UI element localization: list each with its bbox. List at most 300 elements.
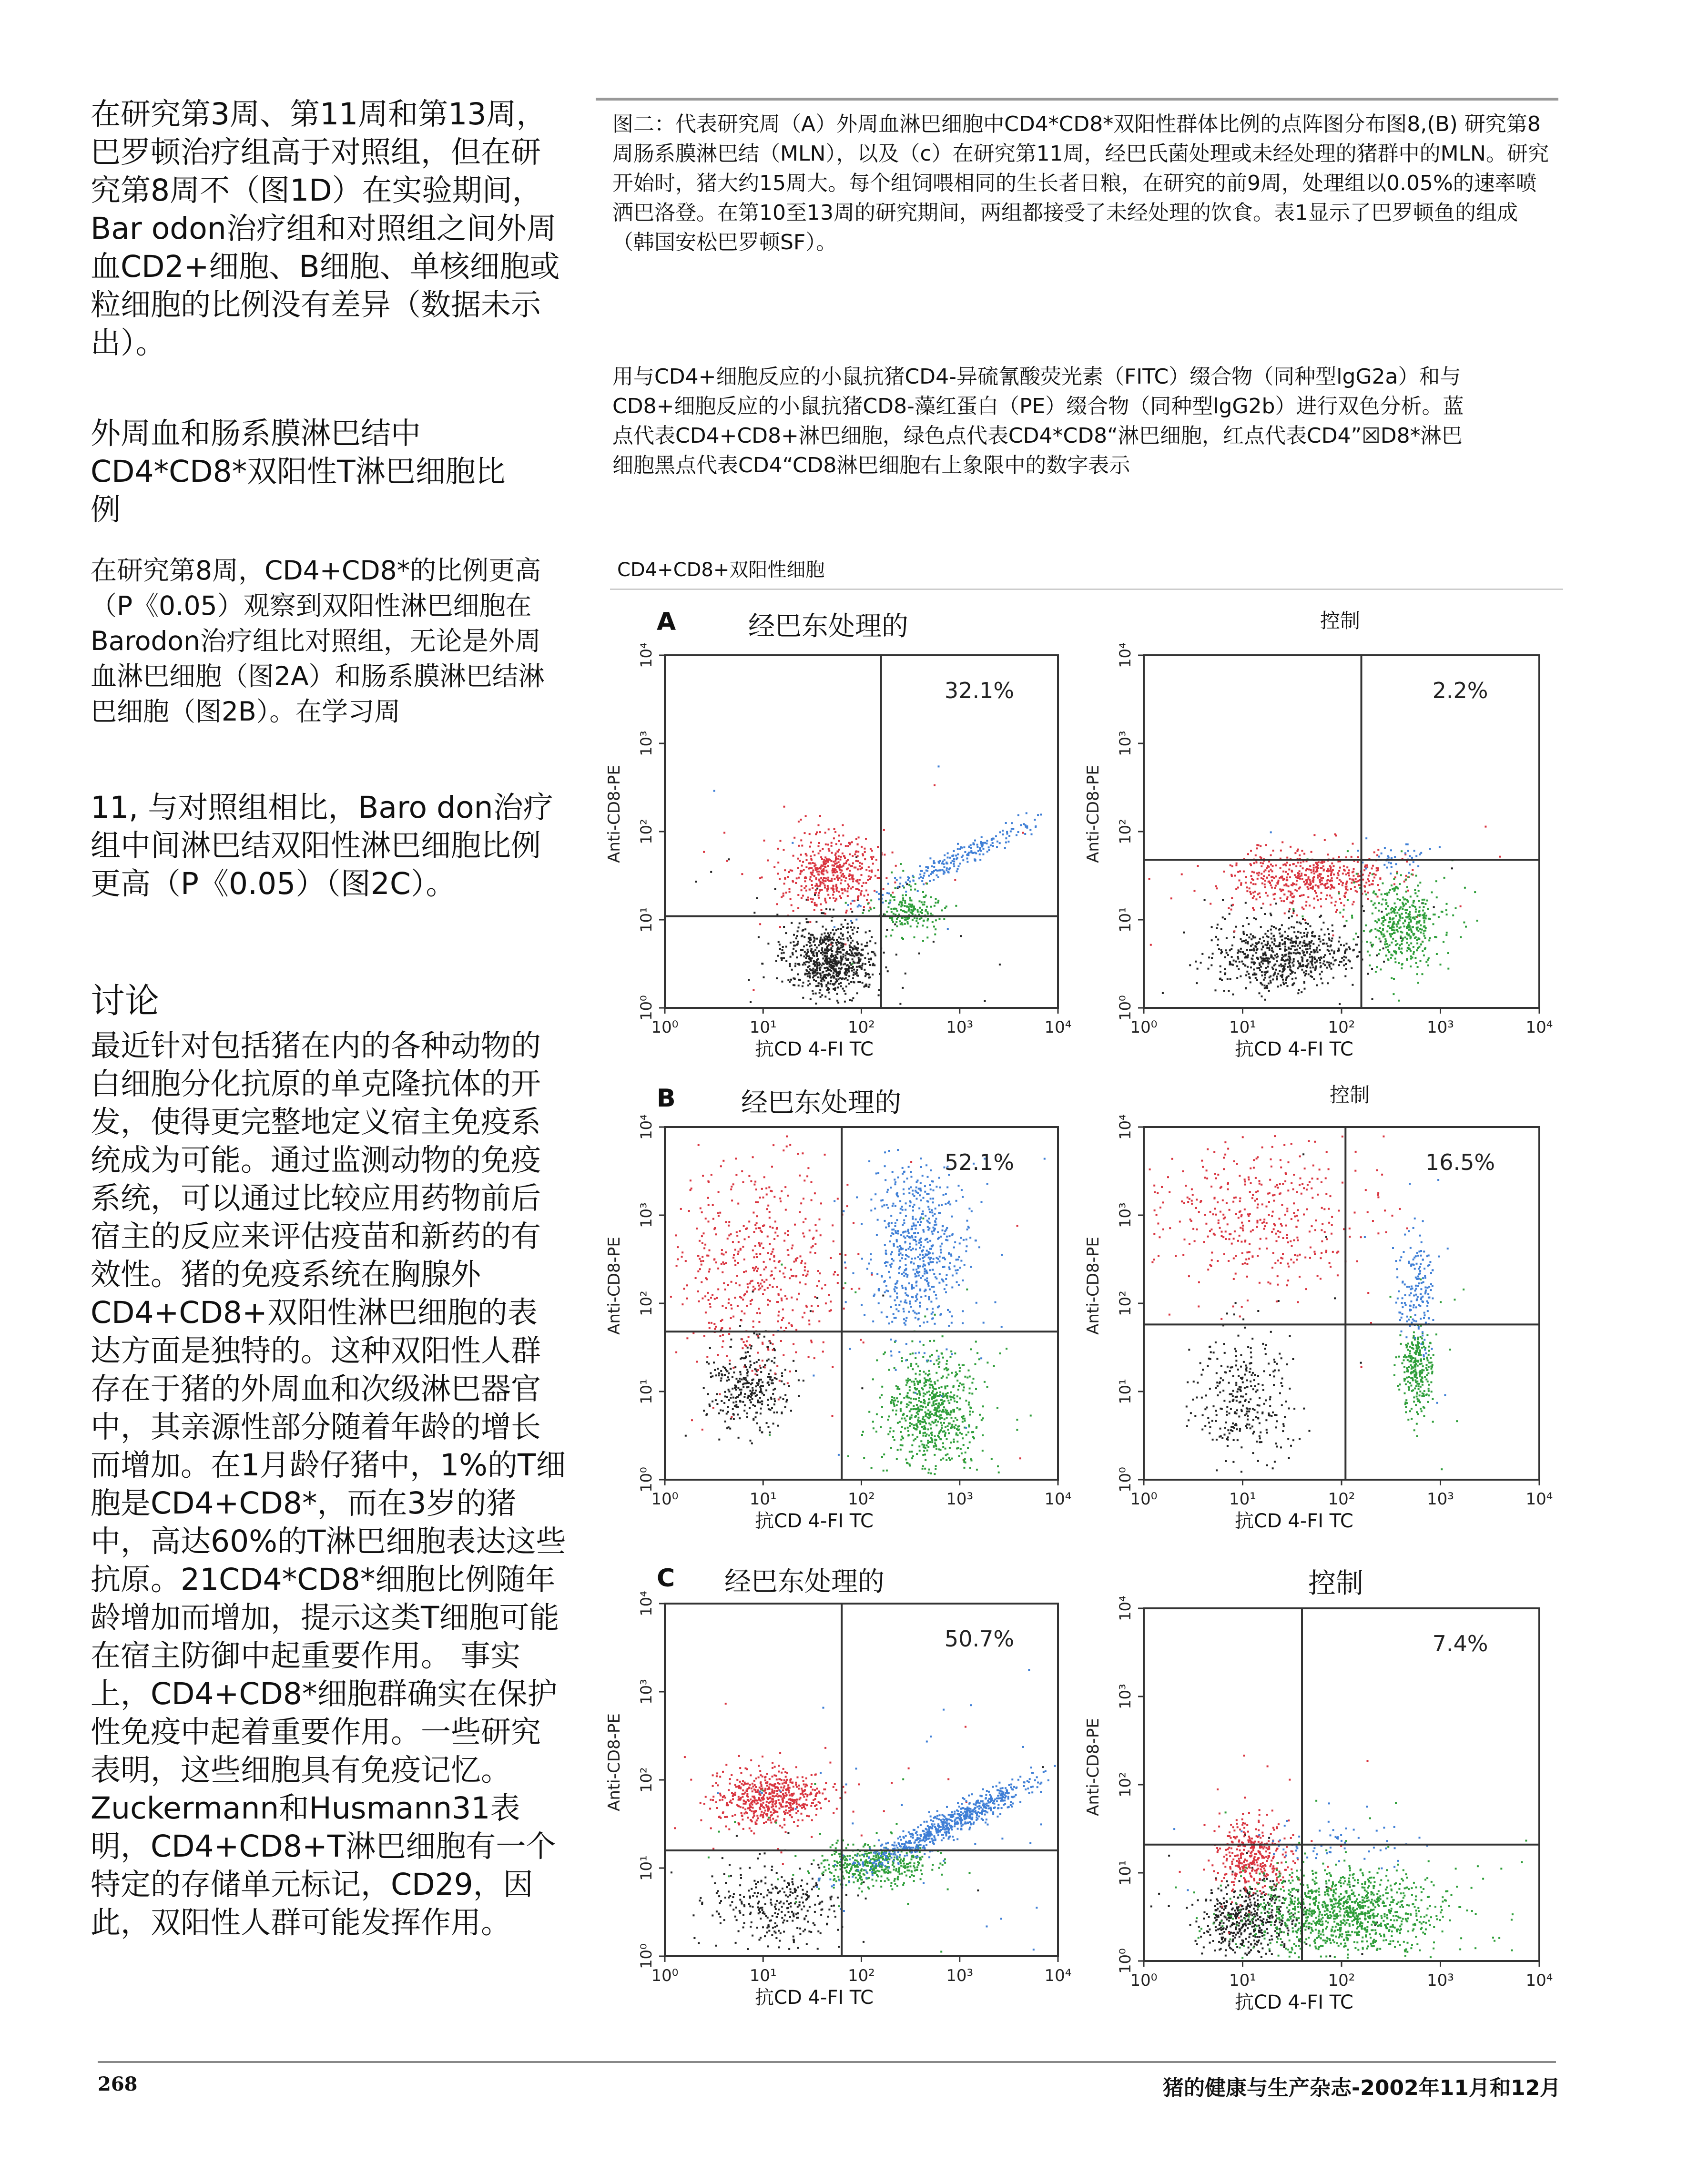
data-point: [910, 889, 912, 891]
data-point: [1336, 877, 1338, 879]
data-point: [832, 963, 834, 965]
data-point: [1276, 882, 1278, 884]
data-point: [1245, 902, 1247, 904]
data-point: [933, 879, 935, 881]
data-point: [900, 1300, 902, 1302]
data-point: [837, 858, 839, 860]
data-point: [818, 945, 820, 946]
data-point: [1390, 957, 1392, 959]
data-point: [963, 1390, 965, 1392]
data-point: [1327, 853, 1329, 855]
data-point: [1245, 942, 1247, 944]
data-point: [1266, 947, 1268, 949]
data-point: [1271, 870, 1273, 872]
data-point: [779, 944, 781, 945]
data-point: [838, 840, 840, 842]
data-point: [712, 1218, 714, 1220]
data-point: [943, 1406, 945, 1408]
data-point: [1260, 982, 1261, 984]
data-point: [1215, 936, 1217, 938]
data-point: [1293, 895, 1295, 897]
data-point: [1250, 850, 1252, 852]
data-point: [1312, 966, 1314, 968]
data-point: [1330, 962, 1332, 964]
data-point: [781, 1190, 783, 1192]
data-point: [944, 1400, 946, 1402]
data-point: [1238, 968, 1240, 970]
data-point: [866, 942, 868, 944]
data-point: [1275, 864, 1277, 866]
data-point: [722, 1254, 724, 1256]
data-point: [1424, 930, 1426, 932]
data-point: [844, 880, 846, 882]
data-point: [935, 1444, 937, 1446]
data-point: [1302, 957, 1303, 959]
data-point: [890, 1401, 892, 1403]
data-point: [1248, 936, 1250, 938]
data-point: [778, 1399, 780, 1401]
data-point: [735, 1174, 737, 1176]
data-point: [801, 1260, 803, 1262]
section-label: CD4+CD8+双阳性细胞: [617, 559, 825, 581]
data-point: [1319, 875, 1321, 877]
data-point: [1383, 947, 1384, 949]
data-point: [937, 1435, 939, 1437]
data-point: [743, 1366, 745, 1368]
data-point: [841, 924, 843, 925]
data-point: [801, 935, 803, 937]
data-point: [901, 1357, 903, 1359]
data-point: [1382, 883, 1384, 884]
data-point: [926, 1450, 928, 1452]
data-point: [1217, 924, 1219, 925]
data-point: [818, 1280, 820, 1282]
data-point: [809, 921, 811, 923]
data-point: [910, 1398, 912, 1400]
data-point: [894, 1290, 896, 1292]
data-point: [793, 984, 794, 986]
data-point: [1310, 881, 1312, 883]
data-point: [931, 1354, 933, 1356]
data-point: [924, 1432, 926, 1434]
data-point: [1308, 869, 1310, 871]
data-point: [1338, 870, 1340, 872]
data-point: [1332, 930, 1333, 932]
data-point: [1302, 878, 1303, 880]
data-point: [918, 1410, 920, 1412]
data-point: [923, 884, 925, 885]
data-point: [923, 1395, 925, 1397]
data-point: [1286, 898, 1288, 900]
data-point: [800, 1255, 802, 1257]
data-point: [837, 875, 839, 877]
data-point: [1391, 884, 1393, 886]
data-point: [1262, 955, 1264, 956]
data-point: [1371, 900, 1373, 902]
data-point: [776, 1365, 778, 1367]
data-point: [952, 1386, 954, 1388]
data-point: [1307, 923, 1309, 925]
data-point: [883, 952, 885, 954]
data-point: [734, 1264, 736, 1266]
data-point: [929, 1411, 931, 1413]
data-point: [835, 885, 837, 887]
data-point: [854, 866, 855, 868]
data-point: [1393, 888, 1395, 890]
data-point: [1329, 953, 1331, 955]
data-point: [709, 1327, 711, 1329]
data-point: [929, 1378, 931, 1380]
data-point: [1229, 949, 1231, 951]
data-point: [916, 1453, 918, 1455]
data-point: [1413, 916, 1415, 918]
data-point: [1271, 876, 1273, 878]
data-point: [798, 985, 800, 986]
data-point: [787, 876, 789, 878]
data-point: [982, 1434, 984, 1436]
data-point: [1422, 973, 1424, 975]
data-point: [759, 1227, 761, 1229]
data-point: [957, 853, 959, 855]
data-point: [1240, 975, 1241, 977]
data-point: [902, 885, 904, 887]
data-point: [758, 1337, 760, 1339]
data-point: [1293, 910, 1295, 912]
data-point: [806, 1175, 808, 1177]
data-point: [876, 1273, 878, 1275]
data-point: [835, 899, 837, 901]
data-point: [991, 1458, 993, 1460]
data-point: [791, 969, 793, 971]
data-point: [857, 1253, 859, 1255]
data-point: [1409, 855, 1411, 857]
data-point: [1364, 866, 1366, 868]
data-point: [864, 895, 865, 897]
data-point: [919, 907, 921, 909]
data-point: [751, 1442, 753, 1444]
data-point: [1278, 965, 1280, 966]
data-point: [870, 958, 872, 960]
data-point: [1417, 947, 1419, 949]
data-point: [944, 854, 946, 856]
data-point: [1301, 936, 1303, 938]
data-point: [716, 1393, 718, 1395]
data-point: [953, 1247, 955, 1249]
data-point: [1285, 982, 1287, 984]
data-point: [998, 1472, 1000, 1473]
data-point: [842, 958, 844, 960]
data-point: [941, 1411, 943, 1412]
data-point: [834, 955, 836, 956]
data-point: [749, 1355, 751, 1357]
data-point: [947, 928, 949, 930]
data-point: [976, 1426, 977, 1428]
data-point: [820, 939, 822, 941]
data-point: [842, 893, 844, 894]
data-point: [827, 865, 829, 867]
data-point: [1419, 882, 1421, 884]
data-point: [729, 1360, 731, 1361]
data-point: [1278, 929, 1280, 931]
data-point: [748, 1236, 750, 1238]
data-point: [834, 831, 836, 833]
data-point: [1374, 928, 1376, 930]
data-point: [782, 1317, 784, 1319]
data-point: [1357, 856, 1359, 858]
x-tick-label: 10²: [1328, 1018, 1355, 1037]
data-point: [913, 1381, 915, 1382]
data-point: [1367, 878, 1369, 880]
data-point: [725, 1307, 727, 1309]
data-point: [1279, 888, 1281, 890]
data-point: [717, 1212, 719, 1214]
data-point: [699, 1258, 701, 1260]
data-point: [827, 968, 829, 970]
data-point: [952, 1396, 954, 1398]
data-point: [931, 865, 933, 867]
data-point: [933, 1414, 935, 1416]
data-point: [767, 1252, 769, 1254]
data-point: [799, 873, 801, 875]
data-point: [1455, 907, 1457, 909]
data-point: [812, 1310, 814, 1312]
data-point: [1410, 896, 1412, 898]
data-point: [709, 1403, 711, 1405]
data-point: [930, 1381, 932, 1382]
data-point: [889, 902, 891, 904]
data-point: [701, 1281, 702, 1283]
data-point: [785, 1401, 787, 1402]
data-point: [721, 1377, 722, 1379]
data-point: [850, 920, 852, 922]
data-point: [759, 1402, 761, 1403]
data-point: [844, 944, 846, 945]
data-point: [1297, 875, 1299, 877]
data-point: [738, 1437, 740, 1439]
data-point: [1404, 920, 1406, 922]
data-point: [933, 925, 935, 927]
data-point: [755, 1385, 757, 1387]
data-point: [1325, 883, 1327, 885]
data-point: [1376, 867, 1378, 869]
data-point: [861, 965, 863, 966]
data-point: [917, 1383, 919, 1385]
data-point: [835, 884, 837, 886]
data-point: [944, 1368, 946, 1370]
data-point: [762, 1382, 763, 1383]
data-point: [1275, 885, 1277, 887]
data-point: [791, 870, 793, 872]
data-point: [1284, 931, 1286, 933]
data-point: [892, 1436, 894, 1438]
data-point: [718, 1372, 720, 1374]
data-point: [724, 1289, 726, 1290]
data-point: [783, 893, 784, 894]
data-point: [972, 852, 974, 854]
data-point: [726, 1413, 728, 1415]
data-point: [773, 1412, 775, 1413]
data-point: [731, 1394, 732, 1396]
data-point: [862, 963, 864, 965]
data-point: [1253, 961, 1255, 963]
data-point: [742, 1386, 744, 1388]
data-point: [804, 1270, 806, 1271]
data-point: [798, 845, 800, 847]
data-point: [805, 853, 807, 855]
data-point: [1230, 909, 1232, 911]
data-point: [853, 969, 855, 971]
data-point: [1247, 966, 1249, 968]
data-point: [691, 1419, 693, 1421]
data-point: [758, 1308, 760, 1310]
data-point: [1288, 927, 1290, 929]
data-point: [860, 955, 862, 956]
data-point: [927, 1446, 929, 1448]
data-point: [857, 851, 859, 853]
data-point: [839, 951, 841, 953]
data-point: [1252, 907, 1254, 909]
data-point: [722, 1261, 724, 1263]
data-point: [1431, 892, 1433, 894]
data-point: [816, 905, 818, 907]
data-point: [1332, 977, 1334, 979]
data-point: [753, 1362, 755, 1364]
data-point: [1330, 874, 1332, 876]
data-point: [804, 964, 806, 965]
data-point: [767, 1205, 769, 1207]
data-point: [802, 1274, 804, 1276]
data-point: [802, 895, 804, 897]
data-point: [840, 872, 842, 874]
data-point: [1311, 887, 1313, 889]
data-point: [717, 1368, 719, 1370]
data-point: [911, 904, 913, 906]
data-point: [818, 871, 820, 873]
data-point: [1409, 863, 1411, 865]
data-point: [1388, 913, 1390, 914]
data-point: [840, 945, 842, 946]
data-point: [780, 1340, 782, 1342]
data-point: [919, 1423, 921, 1425]
data-point: [1297, 937, 1299, 939]
data-point: [896, 910, 898, 912]
data-point: [992, 845, 994, 847]
data-point: [1358, 884, 1360, 886]
paragraph-week11: 11, 与对照组相比，Baro don治疗组中间淋巴结双阳性淋巴细胞比例更高（P《0.05）（图2C）。: [91, 790, 553, 901]
data-point: [730, 1397, 732, 1399]
data-point: [745, 1356, 747, 1358]
x-tick-label: 10³: [946, 1018, 974, 1037]
data-point: [1351, 882, 1352, 884]
data-point: [1424, 935, 1425, 937]
data-point: [968, 1426, 970, 1428]
data-point: [776, 1378, 778, 1380]
data-point: [891, 1396, 893, 1398]
data-point: [844, 972, 846, 974]
data-point: [757, 1335, 759, 1337]
data-point: [1263, 979, 1265, 981]
panel-a-control-title: 控制: [1320, 609, 1361, 632]
data-point: [1272, 968, 1274, 970]
data-point: [1271, 925, 1273, 927]
data-point: [964, 851, 966, 853]
data-point: [791, 904, 793, 906]
data-point: [748, 979, 750, 981]
data-point: [1211, 926, 1213, 928]
data-point: [1377, 896, 1379, 898]
data-point: [784, 1232, 786, 1234]
data-point: [1373, 891, 1375, 893]
data-point: [791, 1275, 793, 1277]
data-point: [948, 868, 950, 870]
data-point: [836, 876, 838, 878]
data-point: [886, 929, 888, 931]
data-point: [1327, 949, 1329, 951]
data-point: [938, 1177, 940, 1179]
data-point: [801, 897, 803, 899]
data-point: [1377, 869, 1379, 871]
data-point: [852, 929, 854, 931]
data-point: [848, 975, 850, 977]
data-point: [1410, 965, 1412, 967]
data-point: [852, 977, 854, 979]
discussion-text: 最近针对包括猪在内的各种动物的白细胞分化抗原的单克隆抗体的开发，使得更完整地定义宿主免疫系统成为可能。通过监测动物的免疫系统，可以通过比较应用药物前后宿主的反应来评估疫苗和新药的有效性。猪的免疫系统在胸腺外CD4+CD8+双阳性淋巴细胞的表达方面是独特的。这种双阳性人群存在于猪的外周血和次级淋巴器官中，其亲源性部分随着年龄的增长而增加。在1月龄仔猪中，1%的T细胞是CD4+CD8*，而在3岁的猪中，高达60%的T淋巴细胞表达这些抗原。21CD4*CD8*细胞比例随年龄增加而增加，提示这类T细胞可能在宿主防御中起重要作用。 事实上，CD4+CD8*细胞群确实在保护性免疫中起着重要作用。一些研究表明，这些细胞具有免疫记忆。Zuckermann和Husmann31表明，CD4+CD8+T淋巴细胞有一个特定的存储单元标记，CD29，因此，双阳性人群可能发挥作用。: [91, 1028, 566, 1940]
data-point: [1284, 942, 1286, 944]
data-point: [699, 1268, 701, 1270]
data-point: [936, 1372, 937, 1374]
data-point: [1305, 922, 1307, 924]
data-point: [922, 1421, 924, 1423]
data-point: [1284, 863, 1286, 865]
data-point: [751, 1379, 753, 1381]
data-point: [961, 1189, 963, 1191]
data-point: [1383, 961, 1385, 963]
data-point: [734, 1384, 736, 1386]
data-point: [744, 1239, 746, 1240]
data-point: [973, 842, 975, 844]
data-point: [738, 1394, 740, 1396]
data-point: [734, 1297, 736, 1299]
data-point: [1302, 952, 1304, 954]
data-point: [1294, 874, 1296, 876]
data-point: [1309, 954, 1311, 955]
data-point: [948, 1457, 950, 1459]
data-point: [824, 1154, 826, 1156]
data-point: [1320, 966, 1322, 968]
data-point: [1281, 935, 1283, 936]
data-point: [834, 987, 836, 989]
data-point: [861, 885, 863, 887]
data-point: [896, 1458, 898, 1460]
data-point: [1267, 960, 1269, 962]
data-point: [1262, 936, 1264, 938]
data-point: [1445, 909, 1447, 911]
data-point: [1378, 902, 1380, 904]
data-point: [1356, 956, 1358, 958]
data-point: [852, 933, 854, 935]
data-point: [954, 1400, 956, 1402]
data-point: [925, 1428, 926, 1430]
data-point: [1195, 961, 1197, 963]
data-point: [1267, 930, 1269, 932]
data-point: [923, 920, 925, 922]
data-point: [706, 1361, 708, 1363]
data-point: [1308, 884, 1310, 885]
data-point: [1256, 949, 1258, 951]
data-point: [887, 1433, 889, 1435]
data-point: [752, 1398, 753, 1400]
data-point: [878, 893, 880, 895]
